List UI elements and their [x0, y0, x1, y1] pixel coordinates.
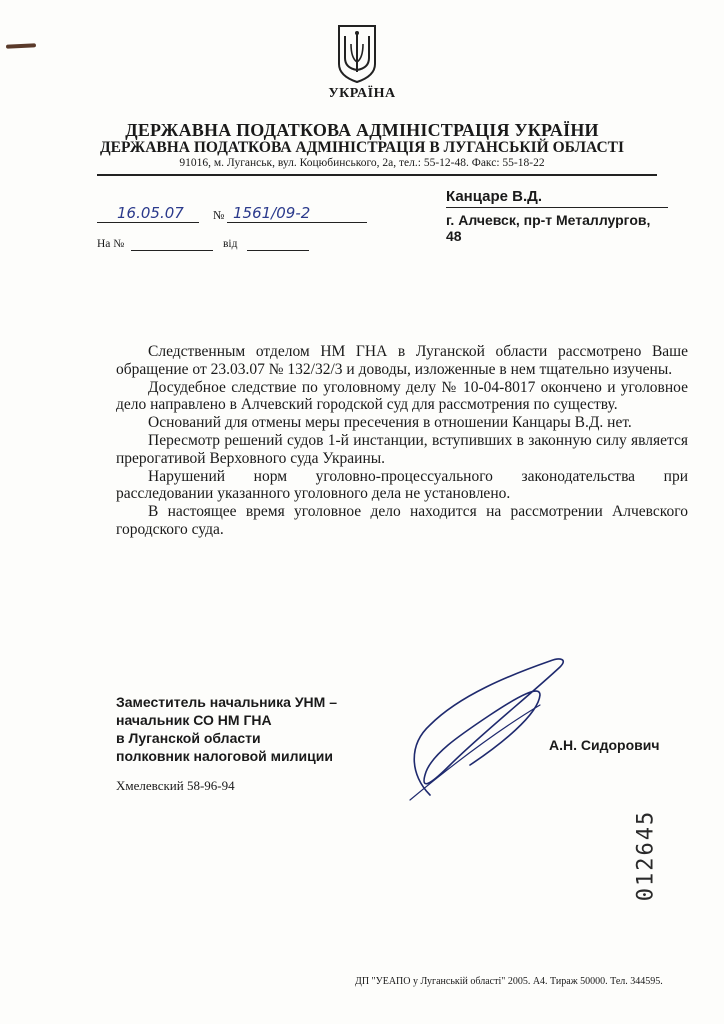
- trident-coat-of-arms-icon: [336, 24, 378, 84]
- signatory-title-line: полковник налоговой милиции: [116, 748, 333, 764]
- addressee-address: г. Алчевск, пр-т Металлургов, 48: [446, 212, 651, 244]
- handwritten-signature: [390, 655, 580, 805]
- country-name: УКРАЇНА: [328, 86, 396, 101]
- serial-number: 012645: [633, 809, 659, 902]
- number-underline: [227, 222, 367, 223]
- header-divider: [97, 174, 657, 176]
- organization-name: ДЕРЖАВНА ПОДАТКОВА АДМІНІСТРАЦІЯ УКРАЇНИ: [125, 120, 599, 140]
- addressee-block: [446, 188, 668, 244]
- signatory-title: [116, 693, 337, 765]
- print-footer: ДП "УЕАПО у Луганській області" 2005. А4. Тираж 50000. Тел. 344595.: [355, 976, 663, 987]
- regional-organization-name: ДЕРЖАВНА ПОДАТКОВА АДМІНІСТРАЦІЯ В ЛУГАНСЬКІЙ ОБЛАСТІ: [99, 139, 625, 156]
- signatory-title-line: Заместитель начальника УНМ –: [116, 694, 338, 710]
- body-paragraph: Следственным отделом НМ ГНА в Луганской области рассмотрено Ваше обращение от 23.03.07 № 132/32/3 и доводы, изложенные в нем тщательно изучены.: [116, 343, 688, 378]
- registration-date: 16.05.07: [117, 204, 184, 222]
- serial-number-stamp: [626, 808, 666, 908]
- signatory-title-line: начальник СО НМ ГНА: [116, 712, 272, 728]
- executor-contact: Хмелевский 58-96-94: [116, 778, 235, 793]
- date-underline: [97, 222, 199, 223]
- registration-number: 1561/09-2: [233, 204, 311, 222]
- reference-line: [97, 238, 327, 254]
- body-paragraph: В настоящее время уголовное дело находится на рассмотрении Алчевского городского суда.: [116, 503, 688, 538]
- addressee-name: Канцаре В.Д.: [446, 188, 668, 208]
- body-paragraph: Досудебное следствие по уголовному делу № 10-04-8017 окончено и уголовное дело направлено в Алчевский городской суд для рассмотрения по существу.: [116, 378, 688, 414]
- body-paragraph: Пересмотр решений судов 1-й инстанции, вступивших в законную силу является прерогативой Верховного суда Украины.: [116, 431, 688, 467]
- reference-number-label: На №: [97, 238, 125, 250]
- body-paragraph: Нарушений норм уголовно-процессуального законодательства при расследовании указанного уголовного дела не установлено.: [116, 467, 688, 503]
- organization-address: 91016, м. Луганськ, вул. Коцюбинського, 2а, тел.: 55-12-48. Факс: 55-18-22: [179, 157, 545, 169]
- reference-number-blank: [131, 250, 213, 251]
- paper-edge-mark: [6, 43, 36, 49]
- signatory-title-line: в Луганской области: [116, 730, 261, 746]
- letter-body: [116, 343, 688, 539]
- body-paragraph: Оснований для отмены меры пресечения в отношении Канцары В.Д. нет.: [148, 414, 632, 432]
- registration-number-label: №: [213, 208, 225, 222]
- reference-date-blank: [247, 250, 309, 251]
- registration-line: [97, 204, 367, 226]
- signer-name: А.Н. Сидорович: [549, 737, 660, 753]
- reference-date-label: від: [223, 238, 238, 250]
